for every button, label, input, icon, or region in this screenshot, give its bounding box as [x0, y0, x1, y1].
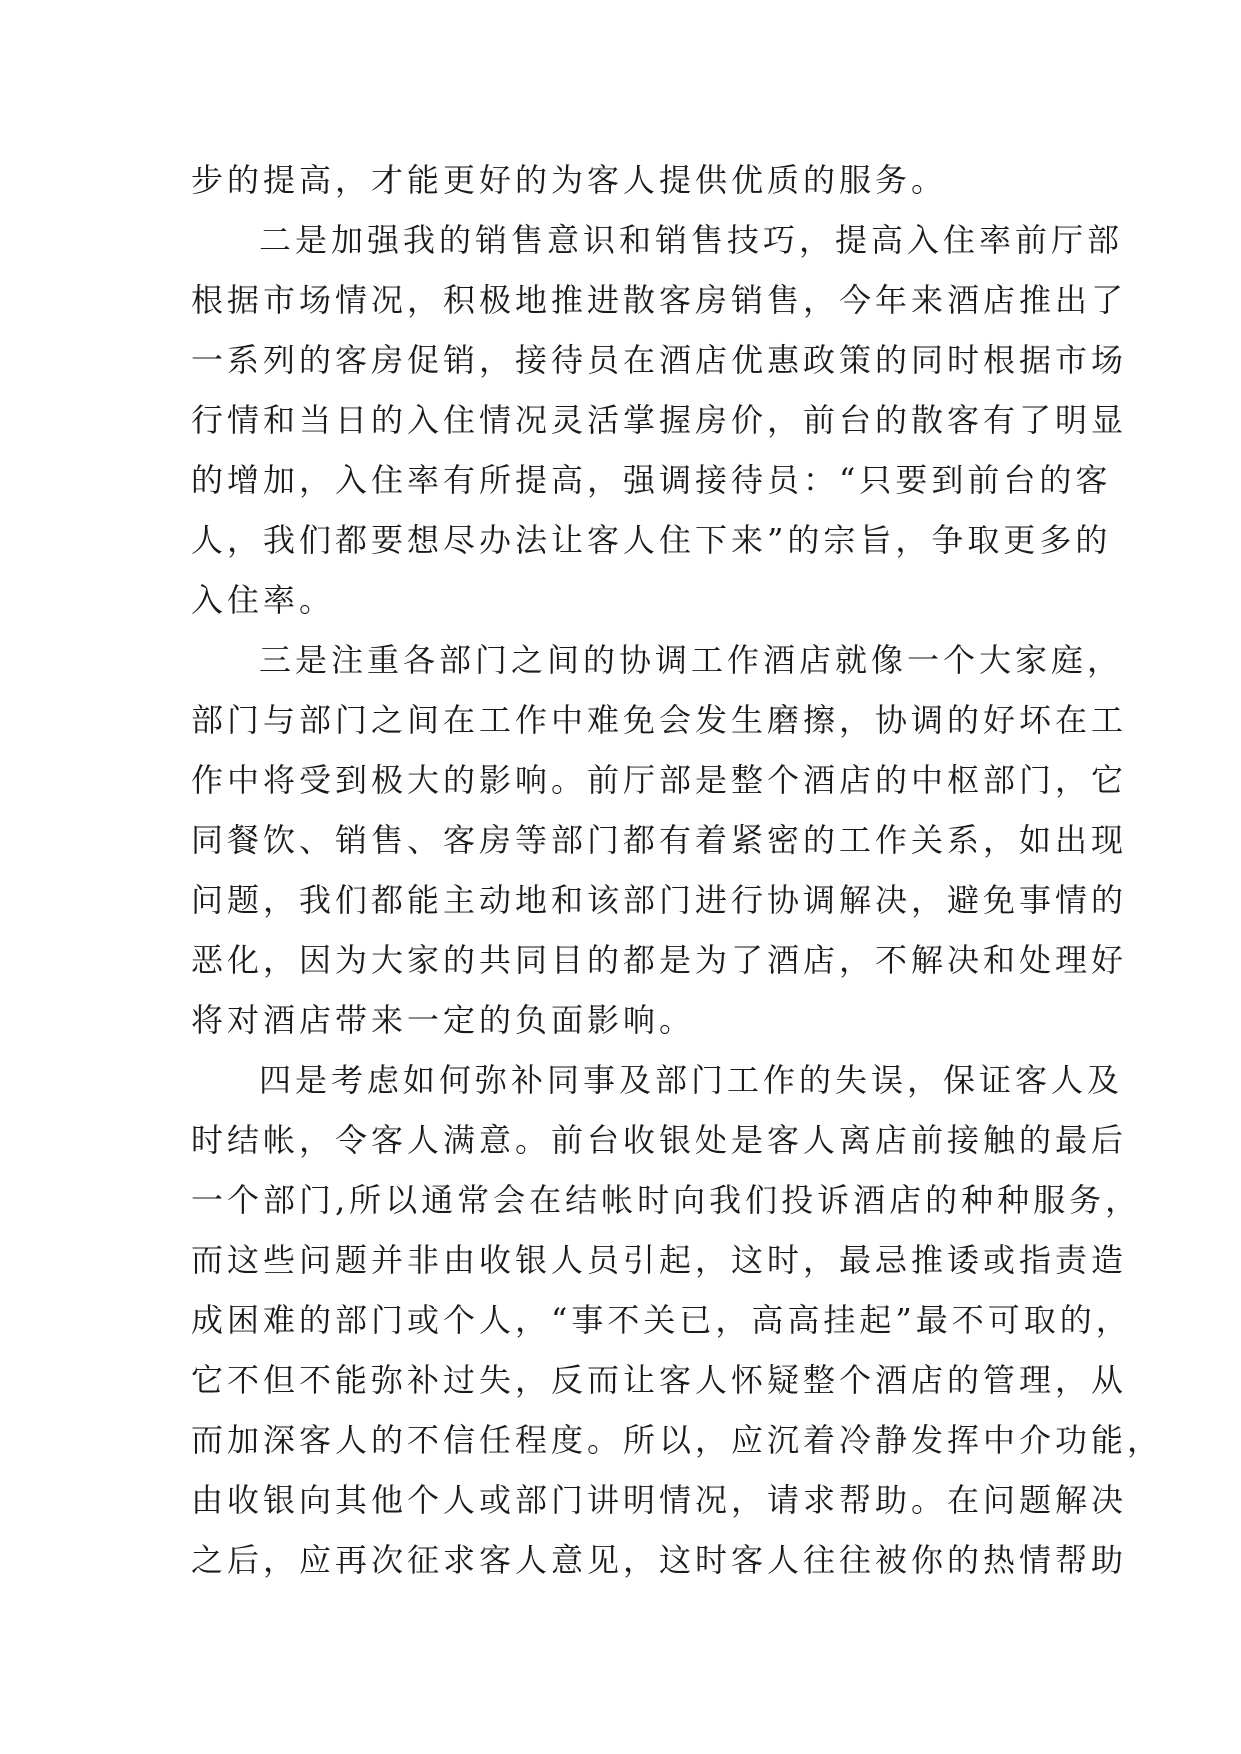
text-line: 之后，应再次征求客人意见，这时客人往往被你的热情帮助 — [191, 1541, 1128, 1579]
body-text — [191, 150, 1164, 1590]
text-line: 人，我们都要想尽办法让客人住下来”的宗旨，争取更多的 — [191, 521, 1112, 559]
text-line: 行情和当日的入住情况灵活掌握房价，前台的散客有了明显 — [191, 401, 1128, 439]
text-line: 入住率。 — [191, 581, 336, 619]
text-line: 而加深客人的不信任程度。所以，应沉着冷静发挥中介功能， — [191, 1421, 1164, 1459]
text-line: 根据市场情况，积极地推进散客房销售，今年来酒店推出了 — [191, 281, 1128, 319]
text-line: 一个部门,所以通常会在结帐时向我们投诉酒店的种种服务， — [191, 1181, 1142, 1219]
text-line: 步的提高，才能更好的为客人提供优质的服务。 — [191, 161, 948, 199]
text-line: 一系列的客房促销，接待员在酒店优惠政策的同时根据市场 — [191, 341, 1128, 379]
text-line: 部门与部门之间在工作中难免会发生磨擦，协调的好坏在工 — [191, 701, 1128, 739]
paragraph-first-line: 二是加强我的销售意识和销售技巧，提高入住率前厅部 — [259, 221, 1124, 259]
paragraph-first-line: 三是注重各部门之间的协调工作酒店就像一个大家庭， — [259, 641, 1124, 679]
paragraph-first-line: 四是考虑如何弥补同事及部门工作的失误，保证客人及 — [259, 1061, 1124, 1099]
text-line: 成困难的部门或个人，“事不关已，高高挂起”最不可取的， — [191, 1301, 1132, 1339]
text-line: 而这些问题并非由收银人员引起，这时，最忌推诿或指责造 — [191, 1241, 1128, 1279]
text-line: 问题，我们都能主动地和该部门进行协调解决，避免事情的 — [191, 881, 1128, 919]
text-line: 作中将受到极大的影响。前厅部是整个酒店的中枢部门，它 — [191, 761, 1128, 799]
text-line: 的增加，入住率有所提高，强调接待员：“只要到前台的客 — [191, 461, 1112, 499]
text-line: 恶化，因为大家的共同目的都是为了酒店，不解决和处理好 — [191, 941, 1128, 979]
text-line: 将对酒店带来一定的负面影响。 — [191, 1001, 696, 1039]
text-line: 由收银向其他个人或部门讲明情况，请求帮助。在问题解决 — [191, 1481, 1128, 1519]
text-line: 同餐饮、销售、客房等部门都有着紧密的工作关系，如出现 — [191, 821, 1128, 859]
text-line: 时结帐，令客人满意。前台收银处是客人离店前接触的最后 — [191, 1121, 1128, 1159]
text-line: 它不但不能弥补过失，反而让客人怀疑整个酒店的管理，从 — [191, 1361, 1128, 1399]
